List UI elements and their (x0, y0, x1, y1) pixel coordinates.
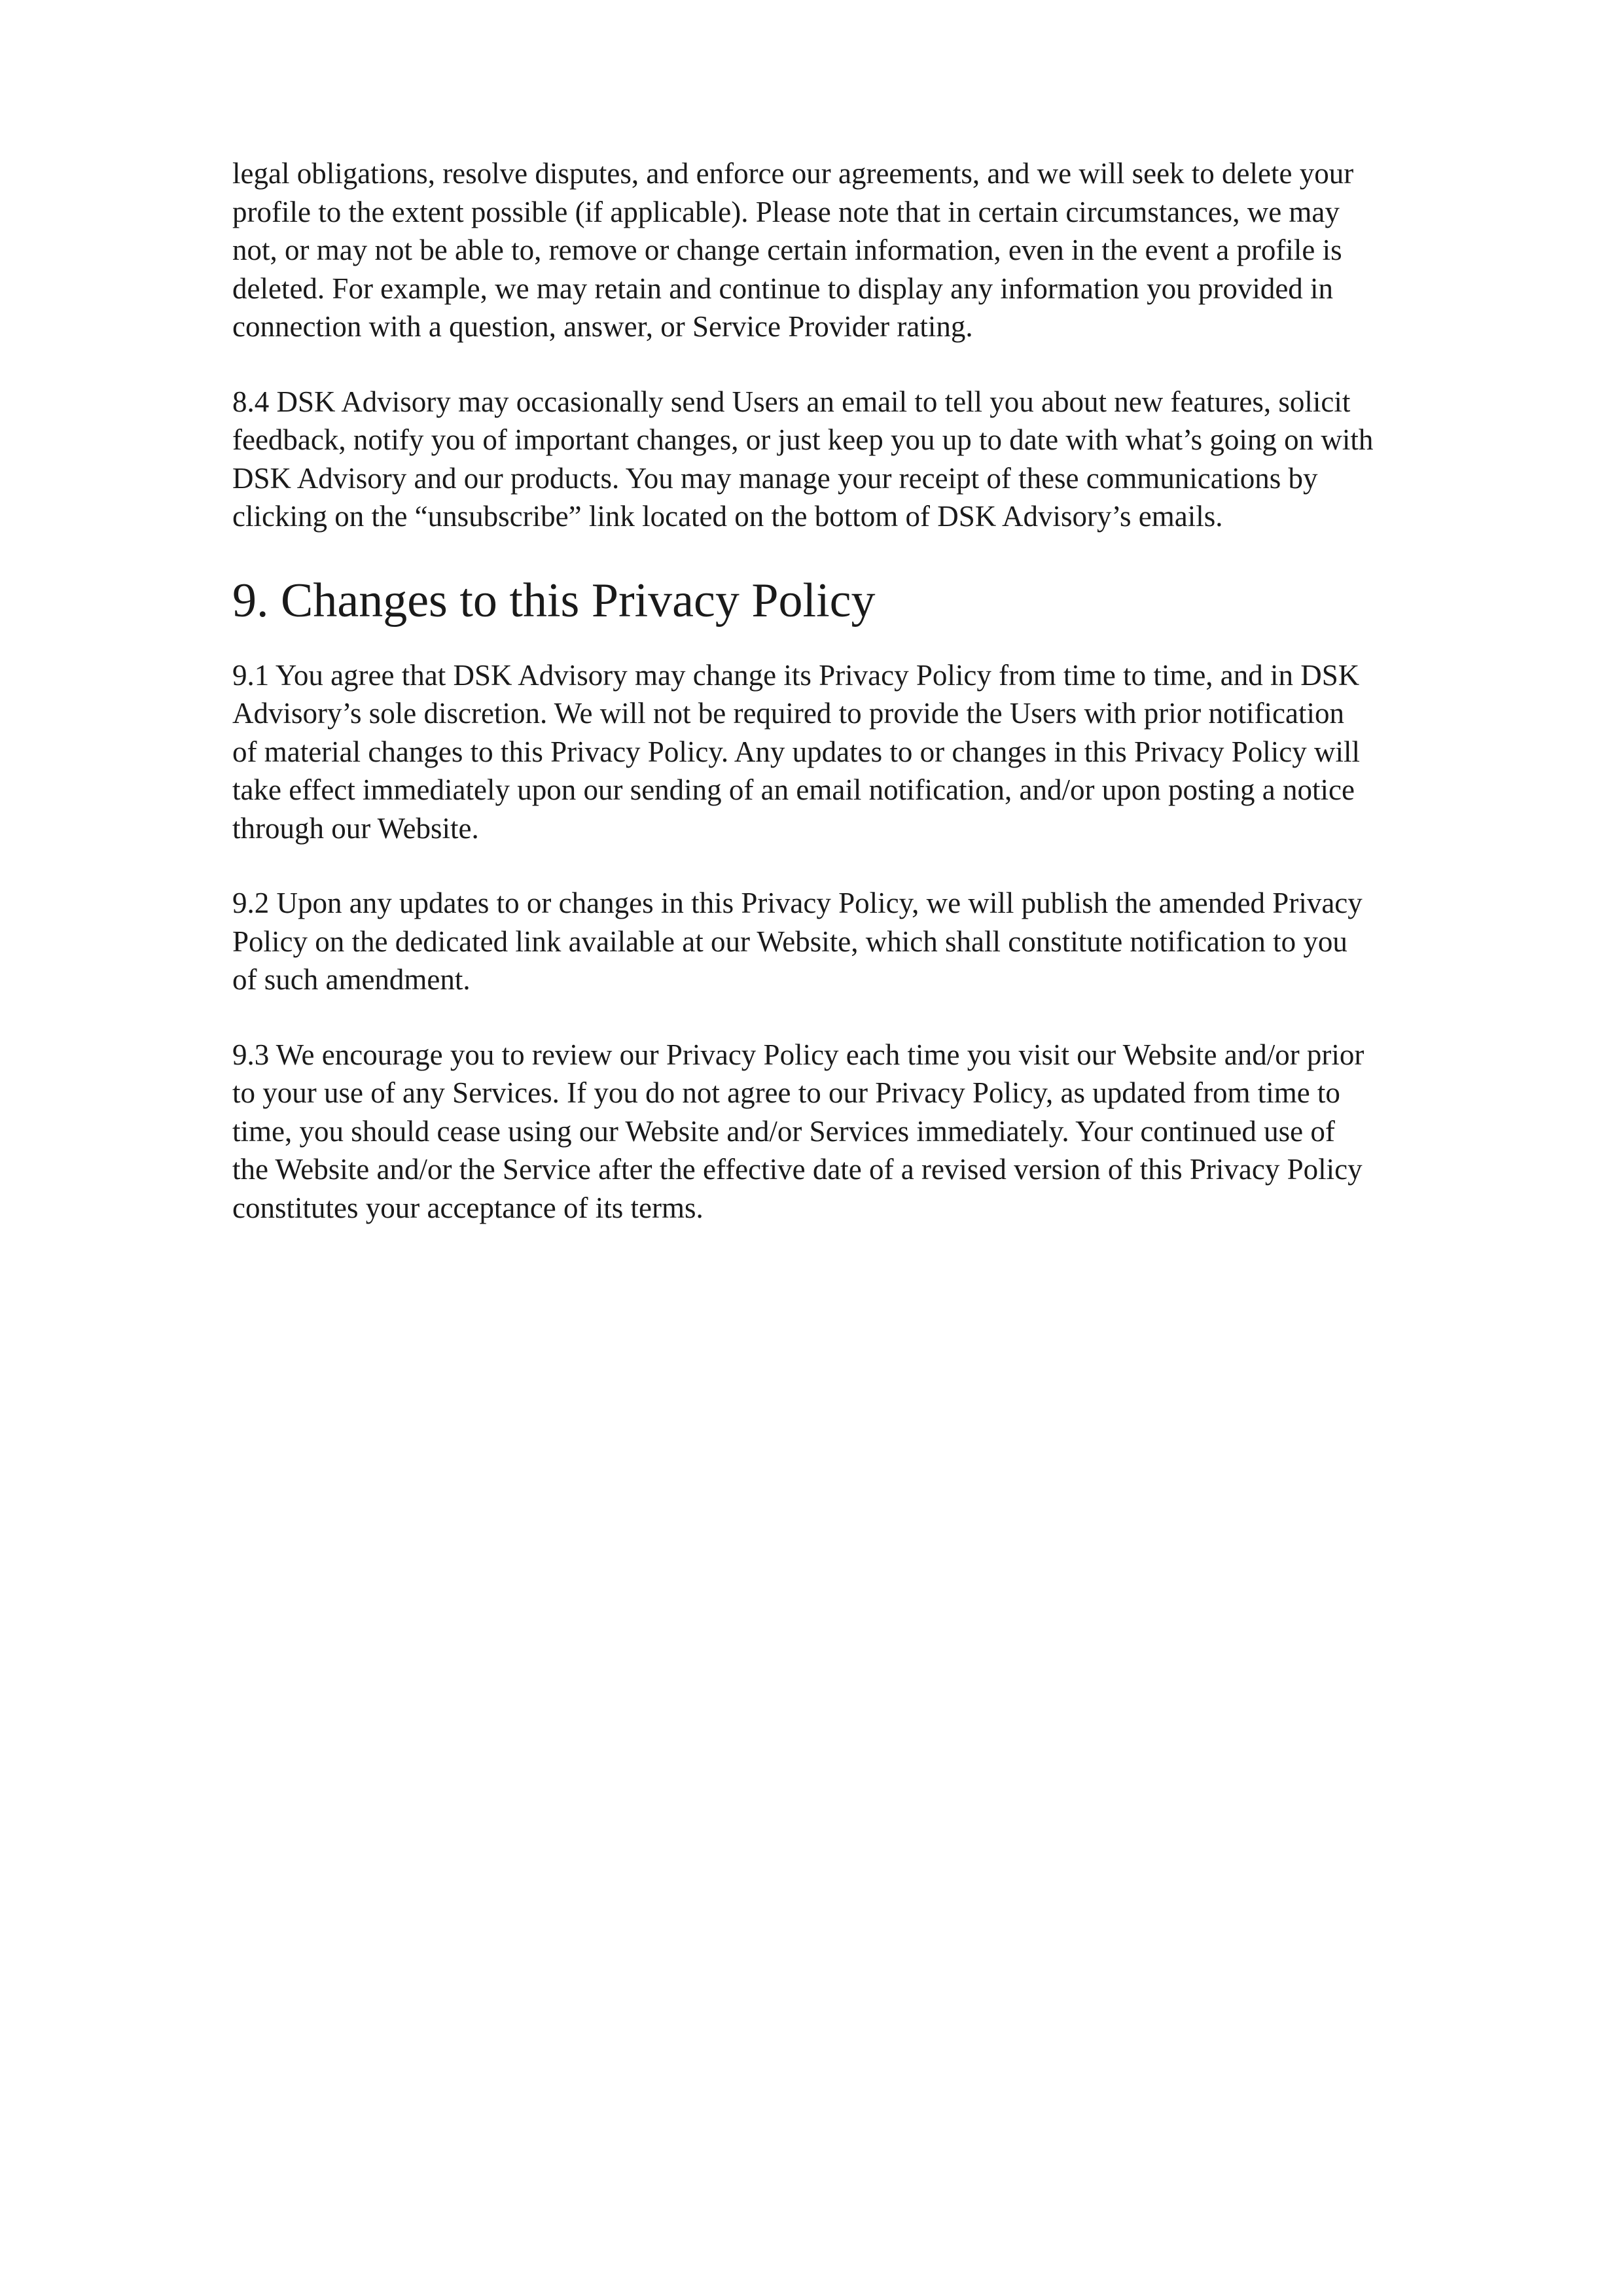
paragraph-9-3: 9.3 We encourage you to review our Privacy Policy each time you visit our Website and/or prior to your use of any Services. If you do not agree to our Privacy Policy, as updated from time to time, you should cease using our Website and/or Services immediately. Your continued use of the Website and/or the Service after the effective date of a revised version of this Privacy Policy constitutes your acceptance of its terms. (232, 1038, 1364, 1224)
paragraph-9-2: 9.2 Upon any updates to or changes in this Privacy Policy, we will publish the amended Privacy Policy on the dedicated link available at our Website, which shall constitute notification to you of such amendment. (232, 887, 1363, 996)
paragraph-9-1: 9.1 You agree that DSK Advisory may change its Privacy Policy from time to time, and in DSK Advisory’s sole discretion. We will not be required to provide the Users with prior notification of material changes to this Privacy Policy. Any updates to or changes in this Privacy Policy will take effect immediately upon our sending of an email notification, and/or upon posting a notice through our Website. (232, 658, 1361, 845)
document-body (232, 154, 1515, 1227)
paragraph-8-3-continuation: legal obligations, resolve disputes, and enforce our agreements, and we will seek to delete your profile to the extent possible (if applicable). Please note that in certain circumstances, we may not, or may not be able to, remove or change certain information, even in the event a profile is deleted. For example, we may retain and continue to display any information you provided in connection with a question, answer, or Service Provider rating. (232, 157, 1354, 343)
section-heading-9: 9. Changes to this Privacy Policy (232, 573, 876, 627)
paragraph-8-4: 8.4 DSK Advisory may occasionally send Users an email to tell you about new features, solicit feedback, notify you of important changes, or just keep you up to date with what’s going on with DSK Advisory and our products. You may manage your receipt of these communications by clicking on the “unsubscribe” link located on the bottom of DSK Advisory’s emails. (232, 385, 1374, 533)
